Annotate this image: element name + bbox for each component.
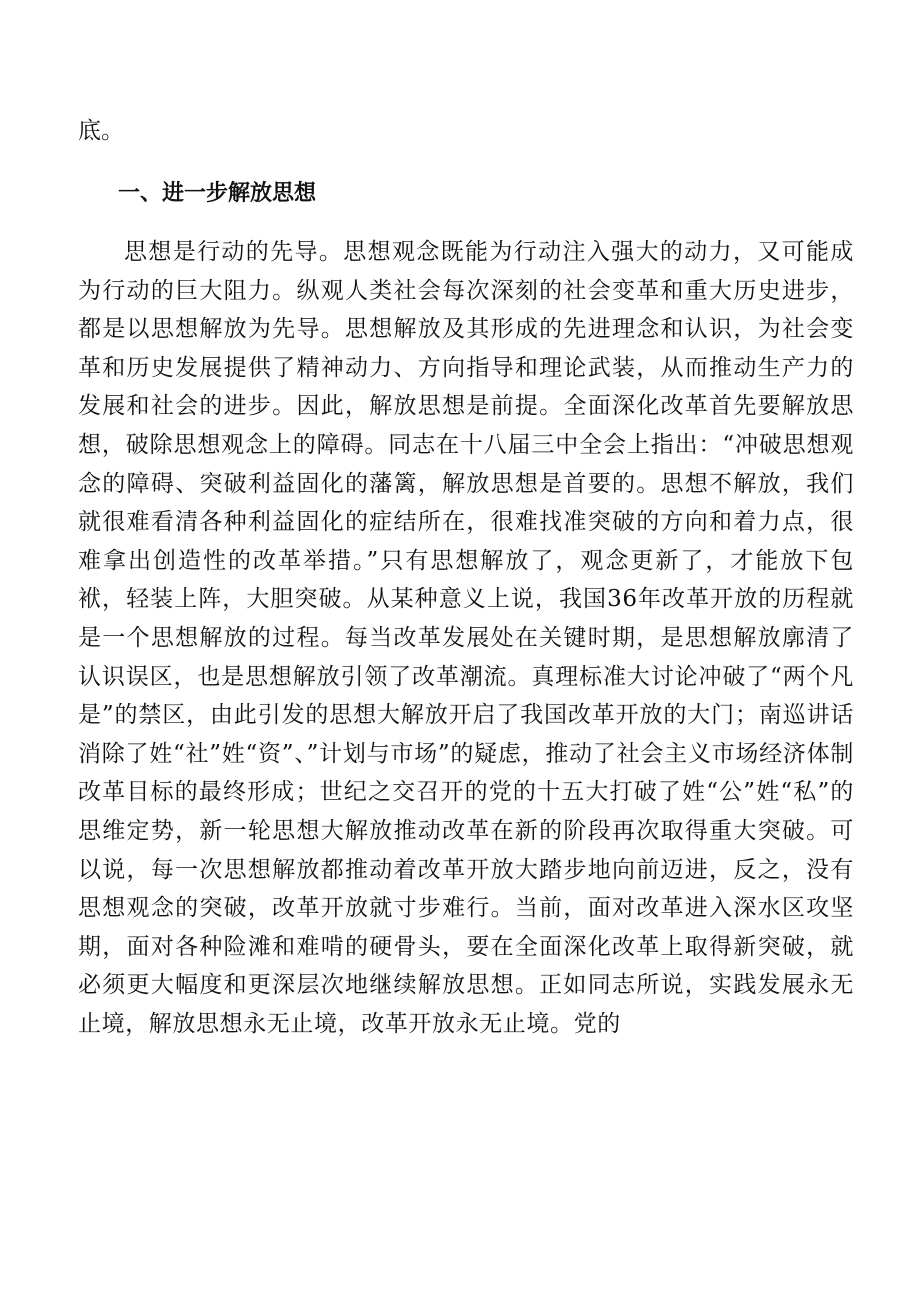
body-paragraph: 思想是行动的先导。思想观念既能为行动注入强大的动力，又可能成为行动的巨大阻力。纵观人类社会每次深刻的社会变革和重大历史进步，都是以思想解放为先导。思想解放及其形成的先进理念和认识，为社会变革和历史发展提供了精神动力、方向指导和理论武装，从而推动生产力的发展和社会的进步。因此，解放思想是前提。全面深化改革首先要解放思想，破除思想观念上的障碍。同志在十八届三中全会上指出：“冲破思想观念的障碍、突破利益固化的藩篱，解放思想是首要的。思想不解放，我们就很难看清各种利益固化的症结所在，很难找准突破的方向和着力点，很难拿出创造性的改革举措。”只有思想解放了，观念更新了，才能放下包袱，轻装上阵，大胆突破。从某种意义上说，我国36年改革开放的历程就是一个思想解放的过程。每当改革发展处在关键时期，是思想解放廓清了认识误区，也是思想解放引领了改革潮流。真理标准大讨论冲破了“两个凡是”的禁区，由此引发的思想大解放开启了我国改革开放的大门；南巡讲话消除了姓“社”姓“资”、”计划与市场”的疑虑，推动了社会主义市场经济体制改革目标的最终形成；世纪之交召开的党的十五大打破了姓“公”姓“私”的思维定势，新一轮思想大解放推动改革在新的阶段再次取得重大突破。可以说，每一次思想解放都推动着改革开放大踏步地向前迈进，反之，没有思想观念的突破，改革开放就寸步难行。当前，面对改革进入深水区攻坚期，面对各种险滩和难啃的硬骨头，要在全面深化改革上取得新突破，就必须更大幅度和更深层次地继续解放思想。正如同志所说，实践发展永无止境，解放思想永无止境，改革开放永无止境。党的 (78, 239, 854, 1037)
section-heading: 一、进一步解放思想 (118, 181, 317, 206)
continuation-text: 底。 (78, 118, 124, 144)
